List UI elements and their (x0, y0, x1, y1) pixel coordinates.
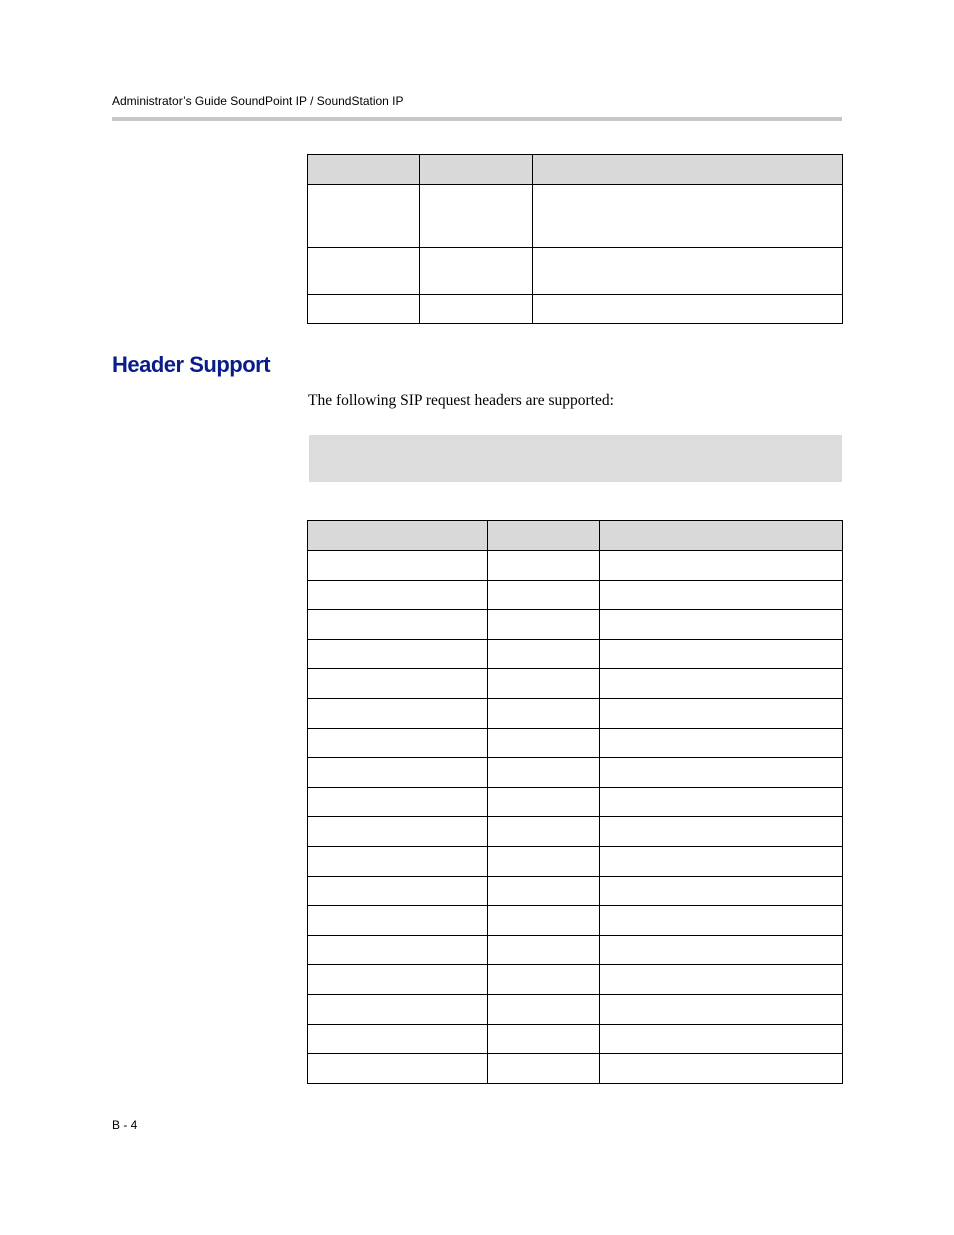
table-row (308, 994, 843, 1024)
table-row (308, 669, 843, 699)
table-row (308, 580, 843, 610)
intro-paragraph: The following SIP request headers are supported: (308, 392, 614, 409)
table-row (308, 876, 843, 906)
running-header: Administrator’s Guide SoundPoint IP / SoundStation IP (112, 94, 404, 108)
table-row (308, 1054, 843, 1084)
sip-headers-table (307, 520, 843, 1084)
section-title: Header Support (112, 352, 271, 377)
table-row (308, 817, 843, 847)
page-number: B - 4 (112, 1118, 138, 1132)
table-row (308, 610, 843, 640)
header-rule (112, 117, 842, 121)
continued-table (307, 154, 843, 324)
table-row (308, 639, 843, 669)
table-row (308, 758, 843, 788)
table-row (308, 728, 843, 758)
table-row (308, 1024, 843, 1054)
table-row (308, 185, 843, 248)
table-row (308, 698, 843, 728)
note-box (309, 435, 842, 482)
table-row (308, 965, 843, 995)
table-row (308, 551, 843, 581)
table-row (308, 906, 843, 936)
table-row (308, 248, 843, 295)
table-header-row (308, 155, 843, 185)
table-header-row (308, 521, 843, 551)
table-row (308, 935, 843, 965)
table-row (308, 846, 843, 876)
table-row (308, 295, 843, 324)
table-row (308, 787, 843, 817)
